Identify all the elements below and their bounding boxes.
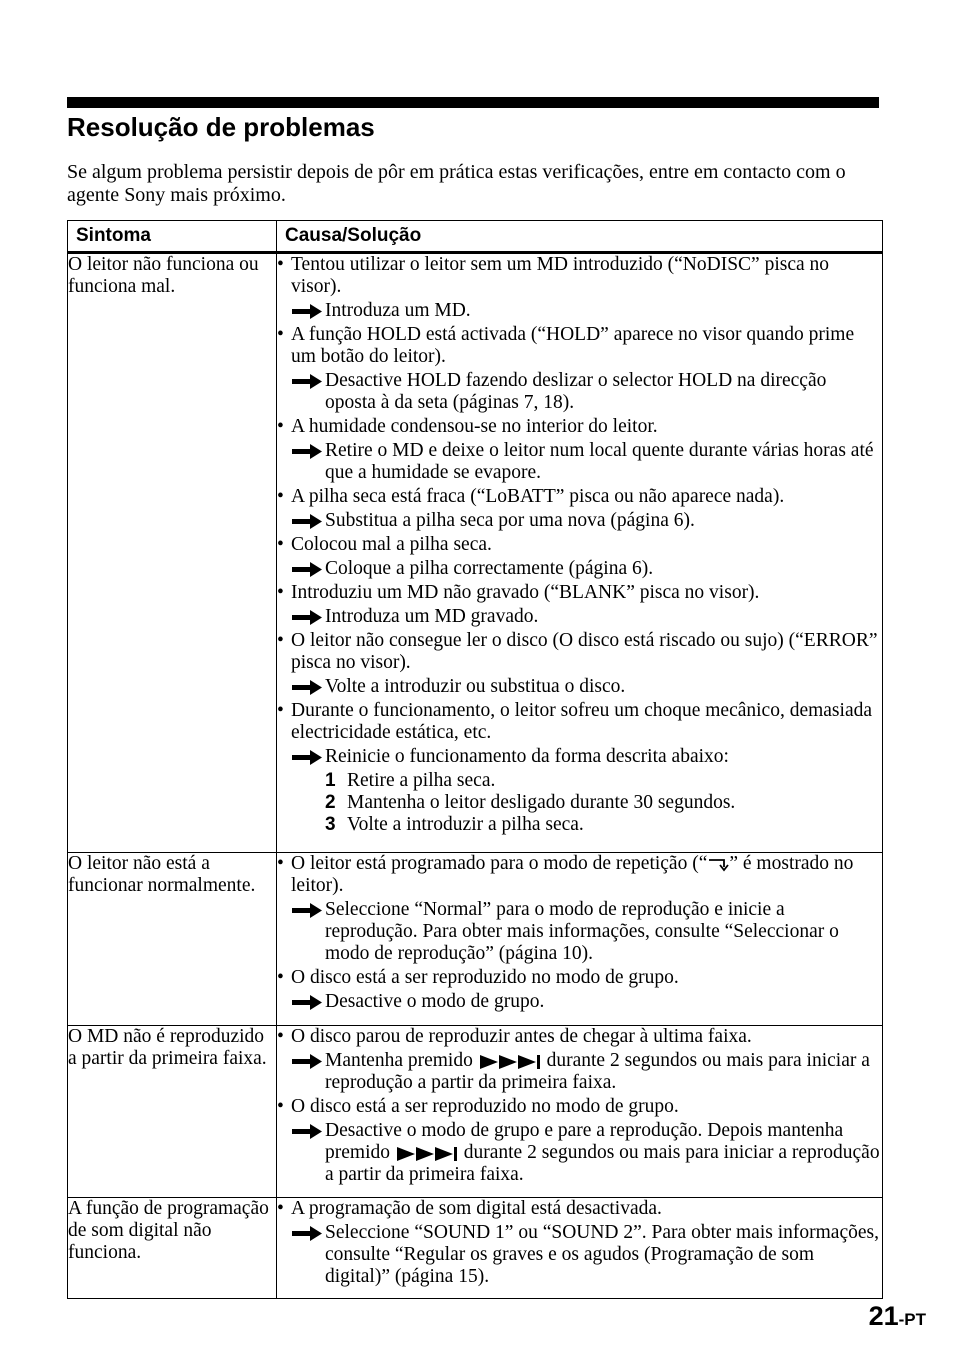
solution-item: Desactive HOLD fazendo deslizar o selector HOLD na direcção oposta à da seta (páginas 7, 18). <box>277 370 882 414</box>
cause-item: • Durante o funcionamento, o leitor sofreu um choque mecânico, demasiada electricidade estática, etc. <box>277 700 873 743</box>
arrow-right-icon <box>292 995 322 1010</box>
table-header-row <box>68 221 883 253</box>
arrow-right-icon <box>292 610 322 625</box>
arrow-right-icon <box>292 1054 322 1069</box>
solution-item: Coloque a pilha correctamente (página 6). <box>277 558 882 580</box>
symptom-cell: O leitor não está a funcionar normalmente. <box>68 853 277 1026</box>
page-number <box>869 1301 926 1332</box>
arrow-right-icon <box>292 750 322 765</box>
solution-item: Desactive o modo de grupo. <box>277 991 882 1013</box>
arrow-right-icon <box>292 304 322 319</box>
symptom-cell: A função de programação de som digital não funciona. <box>68 1198 277 1299</box>
page-number-value: 21 <box>868 1301 899 1331</box>
play-next-icon <box>395 1146 459 1162</box>
solution-item: Seleccione “Normal” para o modo de reprodução e inicie a reprodução. Para obter mais informações, consulte “Seleccionar o modo de reprodução” (página 10). <box>277 899 882 965</box>
table-row <box>68 1026 883 1198</box>
cause-item: • A programação de som digital está desactivada. <box>277 1198 662 1219</box>
cause-cell <box>277 253 883 853</box>
symptom-cell: O MD não é reproduzido a partir da primeira faixa. <box>68 1026 277 1198</box>
solution-item: Seleccione “SOUND 1” ou “SOUND 2”. Para obter mais informações, consulte “Regular os graves e os agudos (Programação de som digital)” (página 15). <box>277 1222 882 1288</box>
cause-item: • A humidade condensou-se no interior do leitor. <box>277 416 658 437</box>
step-item: 2 Mantenha o leitor desligado durante 30 segundos. <box>325 792 736 813</box>
symptom-cell: O leitor não funciona ou funciona mal. <box>68 253 277 853</box>
solution-item: Introduza um MD gravado. <box>277 606 882 628</box>
cause-item: • Introduziu um MD não gravado (“BLANK” pisca no visor). <box>277 582 760 603</box>
cause-item: • A pilha seca está fraca (“LoBATT” pisca ou não aparece nada). <box>277 486 785 507</box>
cause-item: • O leitor não consegue ler o disco (O disco está riscado ou sujo) (“ERROR” pisca no visor). <box>277 630 878 673</box>
solution-item: Retire o MD e deixe o leitor num local quente durante várias horas até que a humidade se evapore. <box>277 440 882 484</box>
cause-item: • O disco está a ser reproduzido no modo de grupo. <box>277 967 679 988</box>
cause-cell <box>277 853 883 1026</box>
cause-cell <box>277 1026 883 1198</box>
header-symptom: Sintoma <box>68 221 277 253</box>
arrow-right-icon <box>292 903 322 918</box>
table-row <box>68 1198 883 1299</box>
step-item: 1 Retire a pilha seca. <box>325 770 496 791</box>
title-rule <box>67 97 879 108</box>
solution-item: Reinicie o funcionamento da forma descrita abaixo: <box>277 746 882 768</box>
cause-item: • A função HOLD está activada (“HOLD” aparece no visor quando prime um botão do leitor). <box>277 324 855 367</box>
solution-item: Desactive o modo de grupo e pare a reprodução. Depois mantenha premido durante 2 segundos ou mais para iniciar a reprodução a partir da primeira faixa. <box>277 1120 882 1186</box>
cause-item: • O disco está a ser reproduzido no modo de grupo. <box>277 1096 679 1117</box>
page-number-suffix: -PT <box>898 1310 926 1329</box>
troubleshooting-table <box>67 220 883 1299</box>
arrow-right-icon <box>292 444 322 459</box>
cause-item: • O disco parou de reproduzir antes de chegar à ultima faixa. <box>277 1026 752 1047</box>
arrow-right-icon <box>292 680 322 695</box>
cause-item: • O leitor está programado para o modo de repetição (“ ” é mostrado no leitor). <box>277 853 854 896</box>
repeat-icon <box>707 858 729 872</box>
cause-item: • Tentou utilizar o leitor sem um MD introduzido (“NoDISC” pisca no visor). <box>277 254 830 297</box>
table-row <box>68 253 883 853</box>
solution-item: Mantenha premido durante 2 segundos ou mais para iniciar a reprodução a partir da primeira faixa. <box>277 1050 882 1094</box>
cause-cell <box>277 1198 883 1299</box>
play-next-icon <box>478 1054 542 1070</box>
cause-item: • Colocou mal a pilha seca. <box>277 534 492 555</box>
arrow-right-icon <box>292 1124 322 1139</box>
arrow-right-icon <box>292 374 322 389</box>
solution-item: Introduza um MD. <box>277 300 882 322</box>
solution-item: Substitua a pilha seca por uma nova (página 6). <box>277 510 882 532</box>
arrow-right-icon <box>292 514 322 529</box>
intro-paragraph: Se algum problema persistir depois de pôr em prática estas verificações, entre em contacto com o agente Sony mais próximo. <box>67 161 846 206</box>
arrow-right-icon <box>292 1226 322 1241</box>
arrow-right-icon <box>292 562 322 577</box>
table-row <box>68 853 883 1026</box>
header-cause: Causa/Solução <box>277 221 883 253</box>
solution-item: Volte a introduzir ou substitua o disco. <box>277 676 882 698</box>
page-title: Resolução de problemas <box>67 112 375 142</box>
step-item: 3 Volte a introduzir a pilha seca. <box>325 814 584 835</box>
